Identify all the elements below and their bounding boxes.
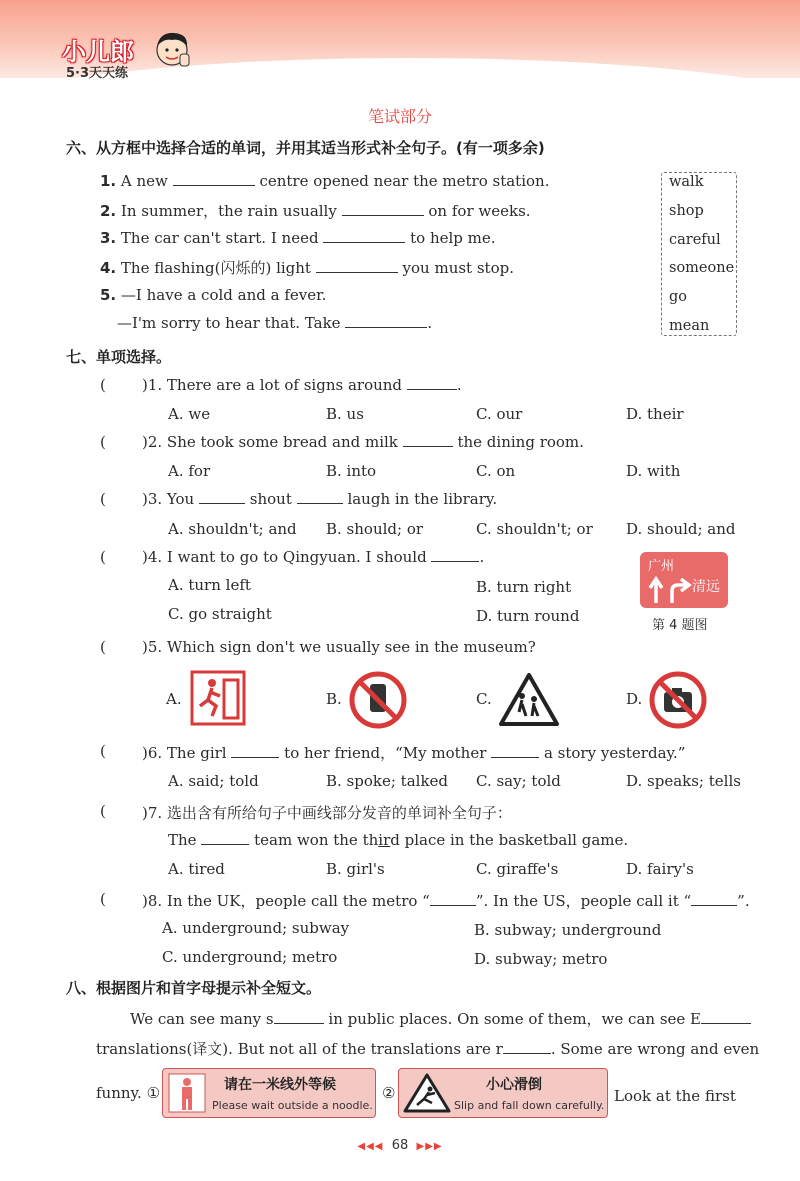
option: A. tired (168, 860, 225, 878)
section7-title: 七、单项选择。 (66, 348, 172, 366)
option: D. subway; metro (474, 950, 608, 968)
option: D. speaks; tells (626, 772, 741, 790)
sign1-chinese: 请在一米线外等候 (224, 1077, 336, 1093)
road-sign-from: 广州 (648, 559, 675, 574)
option: C. our (476, 405, 523, 423)
answer-paren: ( (100, 433, 106, 451)
children-crossing-icon (498, 672, 560, 728)
s7-question-3: )3. You shout laugh in the library. (142, 490, 498, 508)
option: B. spoke; talked (326, 772, 449, 790)
option: C. on (476, 462, 516, 480)
s7-question-2: )2. She took some bread and milk the dining room. (142, 433, 584, 451)
word-bank-item: shop (669, 203, 704, 219)
option: C. underground; metro (162, 948, 338, 966)
answer-paren: ( (100, 548, 106, 566)
option: C. (476, 690, 492, 708)
s7-question-7-sentence: The team won the third place in the basketball game. (168, 831, 629, 849)
word-bank-item: careful (669, 232, 721, 248)
answer-paren: ( (100, 890, 106, 908)
no-camera-icon (648, 670, 708, 730)
option: B. into (326, 462, 377, 480)
word-bank-item: someone (669, 260, 735, 276)
answer-paren: ( (100, 742, 106, 760)
option: A. said; told (168, 772, 259, 790)
word-bank-item: go (669, 289, 688, 305)
option: B. us (326, 405, 364, 423)
sign1-english: Please wait outside a noodle. (212, 1099, 373, 1112)
option: C. say; told (476, 772, 561, 790)
option: A. (166, 690, 182, 708)
option: D. turn round (476, 607, 580, 625)
option: D. their (626, 405, 684, 423)
figure-caption: 第 4 题图 (652, 618, 708, 633)
sign2-chinese: 小心滑倒 (486, 1077, 542, 1093)
no-touching-icon (348, 670, 408, 730)
s7-question-1: )1. There are a lot of signs around . (142, 376, 462, 394)
page-number-value: 68 (391, 1138, 409, 1153)
option: B. should; or (326, 520, 424, 538)
section6-title: 六、从方框中选择合适的单词，并用其适当形式补全句子。(有一项多余) (66, 139, 545, 157)
passage-line-3: funny. ① (96, 1084, 161, 1102)
s6-question-5-line2: —I'm sorry to hear that. Take . (117, 314, 433, 332)
s6-question-5: 5. —I have a cold and a fever. (100, 286, 327, 304)
sign2-english: Slip and fall down carefully. (454, 1099, 605, 1112)
answer-paren: ( (100, 490, 106, 508)
s7-question-6: )6. The girl to her friend，“My mother a story yesterday.” (142, 744, 686, 762)
series-label: 5·3天天练 (66, 66, 129, 81)
option: C. giraffe's (476, 860, 559, 878)
option: C. go straight (168, 605, 272, 623)
option: B. girl's (326, 860, 385, 878)
passage-line-1: We can see many s in public places. On some of them，we can see E (130, 1008, 751, 1029)
sign2-number: ② (382, 1084, 396, 1102)
option: B. (326, 690, 342, 708)
page-title: 笔试部分 (367, 107, 432, 126)
option: A. for (168, 462, 211, 480)
direction-arrows-icon (646, 573, 692, 605)
passage-line-3-end: Look at the first (614, 1087, 736, 1105)
answer-paren: ( (100, 638, 106, 656)
emergency-exit-icon (190, 670, 246, 726)
section8-title: 八、根据图片和首字母提示补全短文。 (66, 979, 322, 997)
option: B. subway; underground (474, 921, 662, 939)
s7-question-4: )4. I want to go to Qingyuan. I should . (142, 548, 485, 566)
passage-line-2: translations(译文). But not all of the translations are r . Some are wrong and even (96, 1040, 760, 1058)
option: D. with (626, 462, 681, 480)
right-arrows-icon: ▶▶▶ (416, 1141, 443, 1152)
page-number (0, 1138, 800, 1153)
option: A. we (168, 405, 211, 423)
option: D. should; and (626, 520, 736, 538)
option: A. shouldn't; and (168, 520, 297, 538)
s6-question-4: 4. The flashing(闪烁的) light you must stop. (100, 259, 514, 277)
option: A. turn left (168, 576, 251, 594)
s7-question-5: )5. Which sign don't we usually see in the museum? (142, 638, 536, 656)
s6-question-3: 3. The car can't start. I need to help me. (100, 229, 496, 247)
option: D. (626, 690, 643, 708)
word-bank-item: walk (669, 174, 704, 190)
slip-warning-icon (402, 1072, 452, 1114)
option: C. shouldn't; or (476, 520, 593, 538)
s6-question-2: 2. In summer，the rain usually on for weeks. (100, 202, 531, 220)
answer-paren: ( (100, 802, 106, 820)
answer-paren: ( (100, 376, 106, 394)
option: B. turn right (476, 578, 572, 596)
s6-question-1: 1. A new centre opened near the metro station. (100, 172, 550, 190)
word-bank-box (661, 172, 737, 336)
s7-question-7: )7. 选出含有所给句子中画线部分发音的单词补全句子： (142, 804, 512, 822)
person-waiting-icon (168, 1073, 206, 1113)
mascot-icon (152, 28, 192, 72)
option: D. fairy's (626, 860, 694, 878)
left-arrows-icon: ◀◀◀ (357, 1141, 384, 1152)
s7-question-8: )8. In the UK，people call the metro “ ”. In the US，people call it “ ”. (142, 892, 750, 910)
road-sign-to: 清远 (692, 579, 720, 595)
brand-logo: 小儿郎 (62, 37, 134, 66)
word-bank-item: mean (669, 318, 710, 334)
option: A. underground; subway (162, 919, 350, 937)
